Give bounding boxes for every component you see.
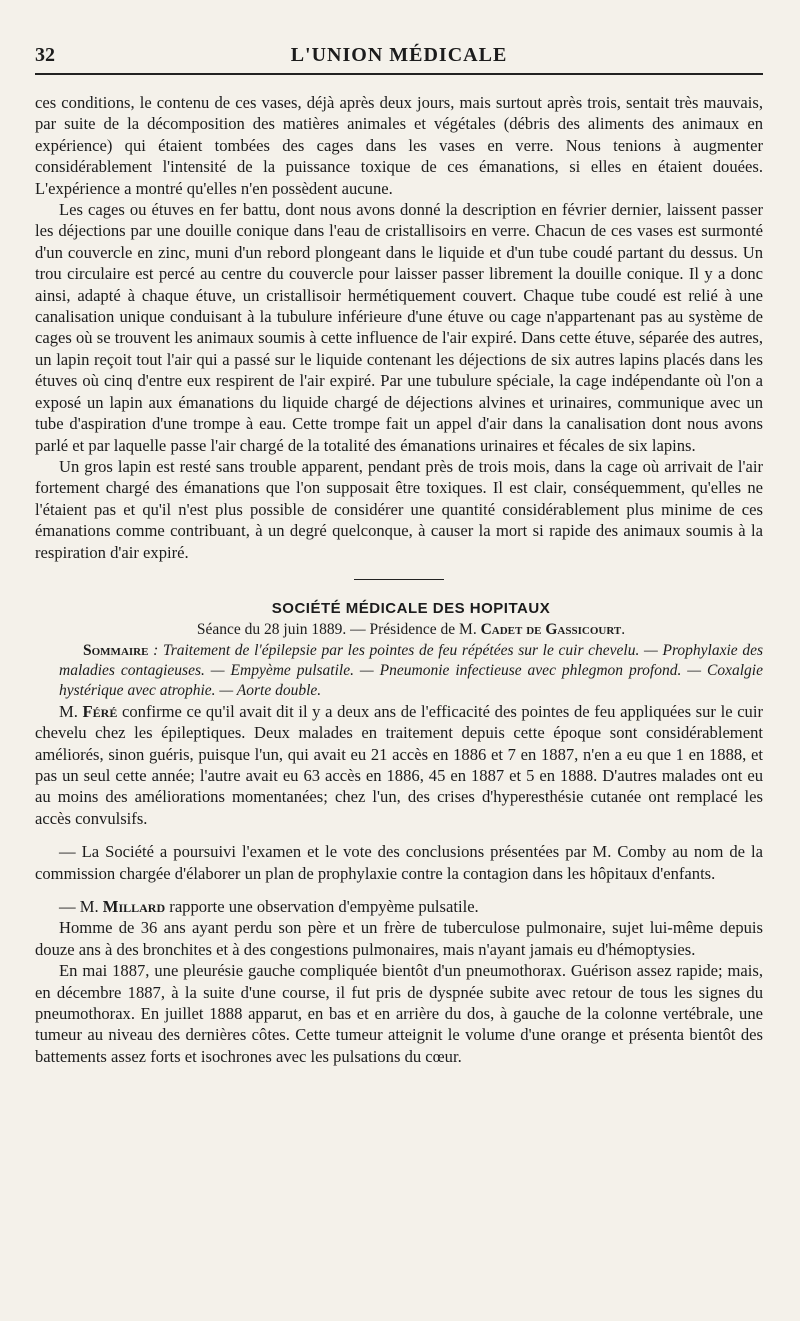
sommaire-items: : Traitement de l'épilepsie par les pointes de feu répétées sur le cuir chevelu. — Prophylaxie des maladies contagieuses. — Empyème pulsatile. — Pneumonie infectieuse avec phlegmon profond. — Coxalgie hystérique avec atrophie. — Aorte double.	[59, 641, 763, 699]
millard-text: rapporte une observation d'empyème pulsatile.	[165, 897, 479, 916]
fere-text: confirme ce qu'il avait dit il y a deux ans de l'efficacité des pointes de feu appliquées sur le cuir chevelu chez les épileptiques. Deux malades en traitement depuis cette époque sont considérablement améliorés, sinon guéris, puisque l'un, qui avait eu 21 accès en 1886 et 7 en 1887, n'en a eu que 1 en 1888, et pas un seul cette année; l'autre avait eu 63 accès en 1886, 45 en 1887 et 5 en 1888. D'autres malades ont eu au moins des améliorations momentanées; chez l'un, des crises d'hyperesthésie cutanée ont remplacé les accès convulsifs.	[35, 701, 763, 828]
paragraph: Homme de 36 ans ayant perdu son père et un frère de tuberculose pulmonaire, sujet lui-même depuis douze ans à des bronchites et à des congestions pulmonaires, mais n'ayant jamais eu d'hémoptysies.	[35, 918, 763, 959]
running-title: L'UNION MÉDICALE	[290, 44, 508, 66]
sommaire	[35, 641, 763, 701]
millard-paragraph	[35, 896, 763, 917]
section-title: SOCIÉTÉ MÉDICALE DES HOPITAUX	[271, 599, 551, 617]
fere-name: Féré	[82, 701, 118, 721]
session-president: Cadet de Gassicourt	[480, 621, 622, 639]
paragraph: Un gros lapin est resté sans trouble apparent, pendant près de trois mois, dans la cage où arrivait de l'air fortement chargé des émanations que l'on supposait être toxiques. Il est clair, conséquemment, qu'elles ne l'étaient pas et qu'il n'est plus possible de considérer une quantité considérablement plus minime de ces émanations comme contribuant, à un degré quelconque, à causer la mort si rapide des animaux soumis à la respiration d'air expiré.	[35, 456, 763, 562]
comby-paragraph: — La Société a poursuivi l'examen et le vote des conclusions présentées par M. Comby au nom de la commission chargée d'élaborer un plan de prophylaxie contre la contagion dans les hôpitaux d'enfants.	[35, 842, 763, 883]
section-separator	[354, 579, 444, 580]
paragraph: En mai 1887, une pleurésie gauche compliquée bientôt d'un pneumothorax. Guérison assez rapide; mais, en décembre 1887, à la suite d'une course, il fut pris de dyspnée subite avec retour de tous les signes du pneumothorax. En juillet 1888 apparut, en bas et en arrière du dos, à gauche de la colonne vertébrale, une tumeur au niveau des dernières côtes. Cette tumeur atteignit le volume d'une orange et présenta bientôt des battements assez forts et isochrones avec les pulsations du cœur.	[35, 961, 763, 1066]
session-prefix: Séance du 28 juin 1889. — Présidence de M.	[196, 621, 481, 639]
spacer	[35, 884, 763, 896]
session-suffix: .	[621, 621, 626, 639]
header-rule	[35, 73, 763, 75]
paragraph: ces conditions, le contenu de ces vases, déjà après deux jours, mais surtout après trois, sentait très mauvais, par suite de la décomposition des matières animales et végétales (débris des aliments des animaux en expérience) qui étaient tombées des cages dans les vases en verre. Nous tenions à augmenter considérablement l'intensité de la puissance toxique de ces émanations, si elles en étaient douées. L'expérience a montré qu'elles n'en possèdent aucune.	[35, 93, 763, 198]
fere-prefix: M.	[59, 701, 83, 721]
paragraph: Les cages ou étuves en fer battu, dont nous avons donné la description en février dernier, laissent passer les déjections par une douille conique dans l'eau de cristallisoirs en verre. Chacun de ces vases est surmonté d'un couvercle en zinc, muni d'un rebord plongeant dans le liquide et d'un tube coudé partant du dessus. Un trou circulaire est percé au centre du couvercle pour laisser passer librement la douille conique. Il y a donc ainsi, adapté à chaque étuve, un cristallisoir hermétiquement couvert. Chaque tube coudé est relié à une canalisation unique conduisant à la tubulure inférieure d'une étuve ou cage n'appartenant pas au système de cages où se trouvent les animaux soumis à cette influence de l'air expiré. Dans cette étuve, séparée des autres, un lapin reçoit tout l'air qui a passé sur le liquide contenant les déjections de six autres lapins placés dans les étuves où cinq d'entre eux respirent de l'air expiré. Par une tubulure spéciale, la cage indépendante où l'on a exposé un lapin aux émanations du liquide chargé de déjections alvines et urinaires, communique avec un tube d'aspiration d'une trompe à eau. Cette trompe fait un appel d'air dans la canalisation dont nous avons parlé et par laquelle passe l'air chargé de la totalité des émanations urinaires et fécales de six lapins.	[35, 200, 763, 455]
article-body	[35, 92, 763, 1067]
spacer	[35, 829, 763, 841]
page-number: 32	[35, 44, 55, 66]
sommaire-label: Sommaire	[83, 641, 149, 659]
millard-name: Millard	[102, 897, 166, 916]
fere-paragraph	[35, 701, 763, 829]
page-header	[35, 44, 763, 72]
section-session	[35, 619, 763, 640]
millard-prefix: — M.	[59, 897, 103, 916]
